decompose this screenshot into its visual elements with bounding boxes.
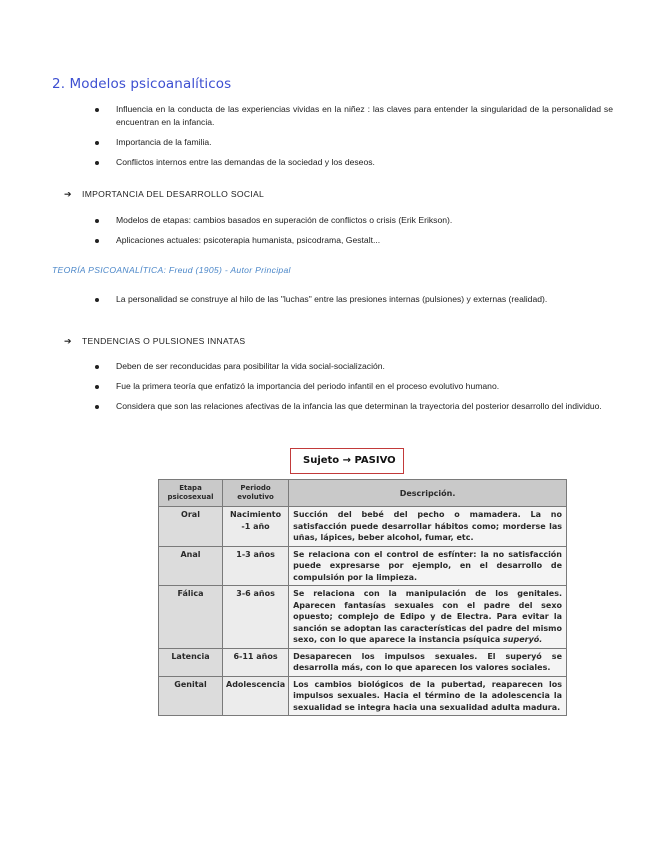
arrow-right-icon: ➔ [64, 189, 72, 199]
bullet-dot [95, 219, 99, 223]
superego-term: superyó. [503, 635, 543, 644]
bullet-dot [95, 385, 99, 389]
stage-cell: Genital [159, 676, 223, 716]
description-cell: Succión del bebé del pecho o mamadera. La no satisfacción puede desarrollar hábitos como; morderse las uñas, lápices, beber alcohol, fumar, etc. [289, 507, 567, 547]
table-row [159, 676, 567, 716]
period-cell: 6-11 años [223, 648, 289, 676]
bullet-dot [95, 141, 99, 145]
theory-bullet-list [0, 293, 655, 313]
header-period: Periodo evolutivo [223, 480, 289, 507]
list-item [0, 234, 655, 247]
table-header-row [159, 480, 567, 507]
drives-heading [64, 336, 245, 347]
bullet-text: Considera que son las relaciones afectivas de la infancia las que determinan la trayectoria del posterior desarrollo del individuo. [116, 401, 602, 411]
list-item [0, 400, 655, 413]
list-item [0, 136, 655, 149]
bullet-dot [95, 405, 99, 409]
table-row [159, 507, 567, 547]
drives-heading-text: TENDENCIAS O PULSIONES INNATAS [82, 336, 246, 346]
theory-title: TEORÍA PSICOANALÍTICA: Freud (1905) - Autor Principal [52, 265, 291, 275]
table-row [159, 648, 567, 676]
list-item [0, 360, 655, 373]
description-cell: Desaparecen los impulsos sexuales. El superyó se desarrolla más, con lo que aparecen los valores sociales. [289, 648, 567, 676]
list-item [0, 103, 655, 129]
bullet-text: Modelos de etapas: cambios basados en superación de conflictos o crisis (Erik Erikson). [116, 215, 453, 225]
development-heading [64, 189, 264, 200]
arrow-right-icon: ➔ [64, 336, 72, 346]
list-item [0, 380, 655, 393]
bullet-text: Influencia en la conducta de las experiencias vividas en la niñez : las claves para entender la singularidad de la personalidad se encuentran en la infancia. [116, 104, 613, 127]
header-description: Descripción. [289, 480, 567, 507]
bullet-text: Aplicaciones actuales: psicoterapia humanista, psicodrama, Gestalt... [116, 235, 381, 245]
bullet-text: Deben de ser reconducidas para posibilitar la vida social-socialización. [116, 361, 385, 371]
psychosexual-stages-table [158, 479, 567, 716]
list-item [0, 214, 655, 227]
bullet-text: Importancia de la familia. [116, 137, 212, 147]
stage-cell: Latencia [159, 648, 223, 676]
development-heading-text: IMPORTANCIA DEL DESARROLLO SOCIAL [82, 189, 265, 199]
bullet-dot [95, 108, 99, 112]
period-cell: 3-6 años [223, 586, 289, 649]
description-cell: Se relaciona con el control de esfínter: la no satisfacción puede expresarse por ejemplo, en el desarrollo de compulsión por la limpieza. [289, 546, 567, 586]
stage-cell: Fálica [159, 586, 223, 649]
period-cell: Nacimiento -1 año [223, 507, 289, 547]
development-bullet-list [0, 214, 655, 254]
description-text: Se relaciona con la manipulación de los genitales. Aparecen fantasías sexuales con el padre del sexo opuesto; complejo de Edipo y de Electra. Para evitar la sanción se adoptan las características del padre del mismo sexo, con lo que aparece la instancia psíquica [293, 589, 562, 644]
bullet-dot [95, 239, 99, 243]
list-item [0, 156, 655, 169]
bullet-text: Conflictos internos entre las demandas de la sociedad y los deseos. [116, 157, 375, 167]
table-row [159, 586, 567, 649]
bullet-text: La personalidad se construye al hilo de las "luchas" entre las presiones internas (pulsiones) y externas (realidad). [116, 294, 548, 304]
intro-bullet-list [0, 103, 655, 176]
description-cell: Los cambios biológicos de la pubertad, reaparecen los impulsos sexuales. Hacia el término de la adolescencia la sexualidad se integra hacia una sexualidad adulta madura. [289, 676, 567, 716]
bullet-text: Fue la primera teoría que enfatizó la importancia del periodo infantil en el proceso evolutivo humano. [116, 381, 500, 391]
subject-passive-label: Sujeto → PASIVO [290, 448, 404, 474]
header-stage: Etapa psicosexual [159, 480, 223, 507]
drives-bullet-list [0, 360, 655, 420]
stage-cell: Oral [159, 507, 223, 547]
period-cell: 1-3 años [223, 546, 289, 586]
description-cell [289, 586, 567, 649]
period-cell: Adolescencia [223, 676, 289, 716]
bullet-dot [95, 365, 99, 369]
table-row [159, 546, 567, 586]
bullet-dot [95, 298, 99, 302]
section-title: 2. Modelos psicoanalíticos [52, 76, 232, 92]
bullet-dot [95, 161, 99, 165]
list-item [0, 293, 655, 306]
stage-cell: Anal [159, 546, 223, 586]
